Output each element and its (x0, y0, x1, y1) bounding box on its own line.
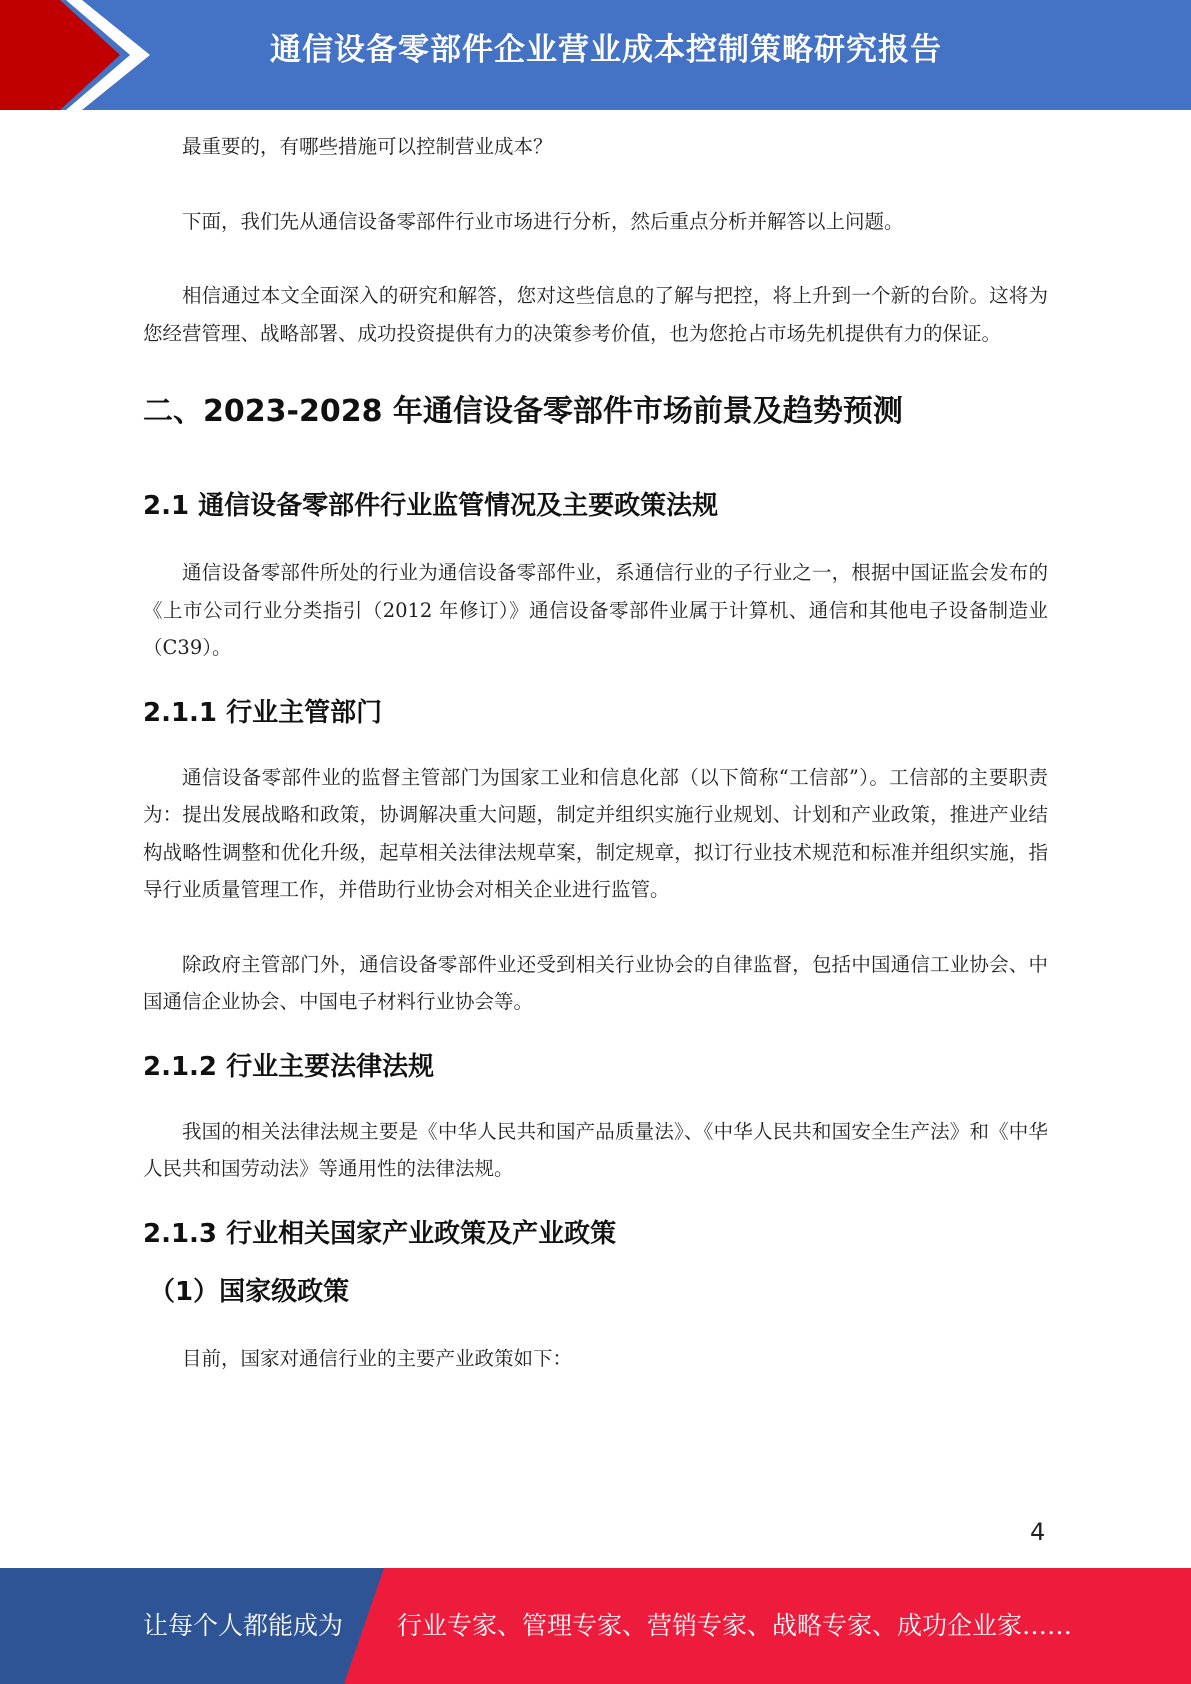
footer-slogan-right: 行业专家、管理专家、营销专家、战略专家、成功企业家…… (397, 1611, 1073, 1640)
page-header (0, 0, 1191, 110)
report-title: 通信设备零部件企业营业成本控制策略研究报告 (270, 32, 942, 68)
footer-slogan-left: 让每个人都能成为 (143, 1611, 344, 1640)
section-heading: 二、2023-2028 年通信设备零部件市场前景及趋势预测 (143, 394, 903, 429)
section-heading: 2.1.1 行业主管部门 (143, 697, 383, 728)
paragraph: 目前，国家对通信行业的主要产业政策如下： (182, 1346, 573, 1370)
section-heading: 2.1.2 行业主要法律法规 (143, 1051, 435, 1082)
paragraph: 我国的相关法律法规主要是《中华人民共和国产品质量法》、《中华人民共和国安全生产法》和《中华人民共和国劳动法》等通用性的法律法规。 (143, 1119, 1048, 1180)
subsection-heading: （1）国家级政策 (149, 1276, 350, 1307)
page-number: 4 (1030, 1518, 1046, 1546)
paragraph: 通信设备零部件所处的行业为通信设备零部件业，系通信行业的子行业之一，根据中国证监会发布的《上市公司行业分类指引（2012 年修订）》通信设备零部件业属于计算机、通信和其他电子设备制造业（C39）。 (143, 561, 1048, 659)
page-content (143, 128, 1048, 1414)
chevron-arrow-icon (0, 0, 160, 110)
section-heading: 2.1.3 行业相关国家产业政策及产业政策 (143, 1218, 617, 1249)
section-heading: 2.1 通信设备零部件行业监管情况及主要政策法规 (143, 491, 719, 521)
paragraph: 最重要的，有哪些措施可以控制营业成本？ (182, 135, 553, 158)
page-footer (0, 1568, 1191, 1684)
paragraph: 除政府主管部门外，通信设备零部件业还受到相关行业协会的自律监督，包括中国通信工业协会、中国通信企业协会、中国电子材料行业协会等。 (143, 952, 1048, 1013)
paragraph: 下面，我们先从通信设备零部件行业市场进行分析，然后重点分析并解答以上问题。 (182, 209, 904, 233)
paragraph: 通信设备零部件业的监督主管部门为国家工业和信息化部（以下简称“工信部”）。工信部的主要职责为：提出发展战略和政策，协调解决重大问题，制定并组织实施行业规划、计划和产业政策，推进产业结构战略性调整和优化升级，起草相关法律法规草案，制定规章，拟订行业技术规范和标准并组织实施，指导行业质量管理工作，并借助行业协会对相关企业进行监管。 (143, 765, 1048, 901)
paragraph: 相信通过本文全面深入的研究和解答，您对这些信息的了解与把控，将上升到一个新的台阶。这将为您经营管理、战略部署、成功投资提供有力的决策参考价值，也为您抢占市场先机提供有力的保证。 (143, 284, 1048, 345)
